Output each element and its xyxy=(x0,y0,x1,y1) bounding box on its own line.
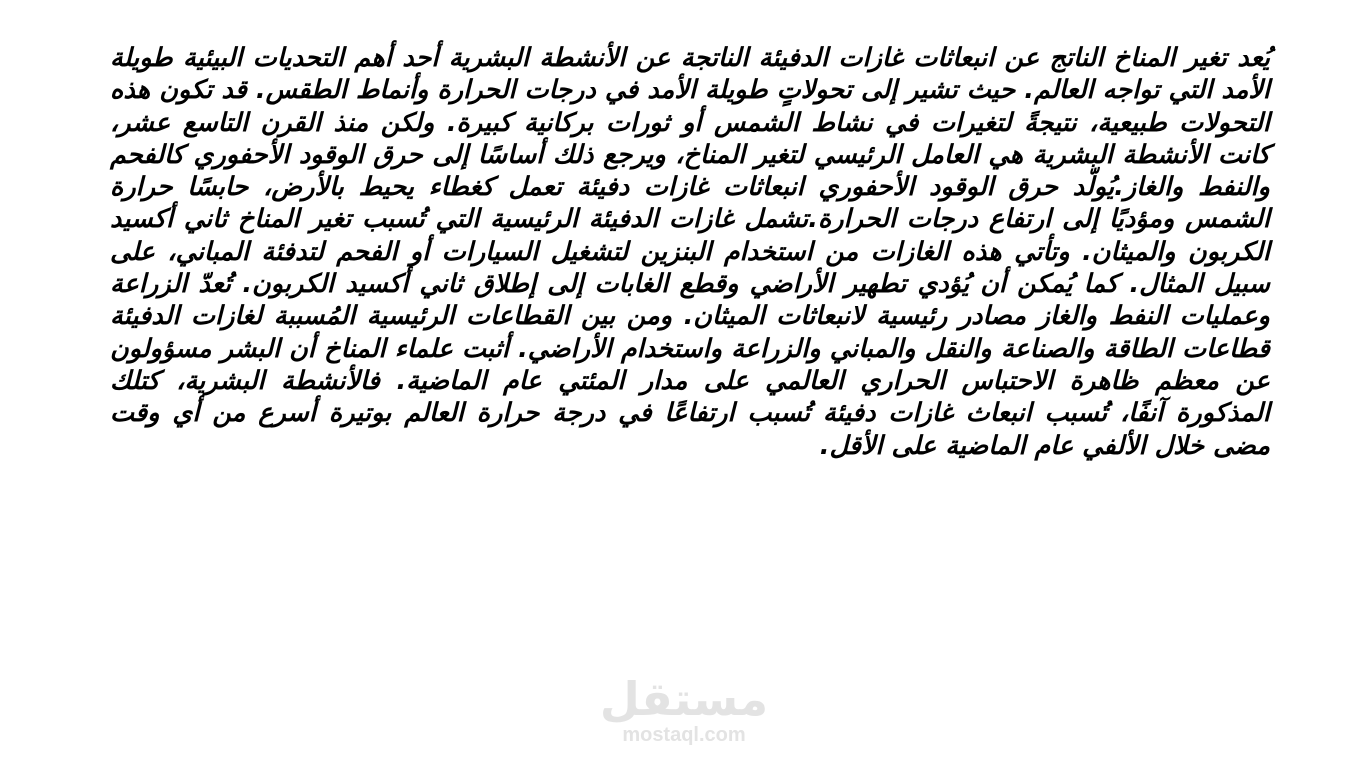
mostaql-watermark xyxy=(598,672,770,746)
watermark-url: mostaql.com xyxy=(622,724,746,746)
body-paragraph: يُعد تغير المناخ الناتج عن انبعاثات غازات الدفيئة الناتجة عن الأنشطة البشرية أحد أهم التحديات البيئية طويلة الأمد التي تواجه العالم. حيث تشير إلى تحولاتٍ طويلة الأمد في درجات الحرارة وأنماط الطقس. قد تكون هذه التحولات طبيعية، نتيجةً لتغيرات في نشاط الشمس أو ثورات بركانية كبيرة. ولكن منذ القرن التاسع عشر، كانت الأنشطة البشرية هي العامل الرئيسي لتغير المناخ، ويرجع ذلك أساسًا إلى حرق الوقود الأحفوري كالفحم والنفط والغاز.يُولّد حرق الوقود الأحفوري انبعاثات غازات دفيئة تعمل كغطاء يحيط بالأرض، حابسًا حرارة الشمس ومؤديًا إلى ارتفاع درجات الحرارة.تشمل غازات الدفيئة الرئيسية التي تُسبب تغير المناخ ثاني أكسيد الكربون والميثان. وتأتي هذه الغازات من استخدام البنزين لتشغيل السيارات أو الفحم لتدفئة المباني، على سبيل المثال. كما يُمكن أن يُؤدي تطهير الأراضي وقطع الغابات إلى إطلاق ثاني أكسيد الكربون. تُعدّ الزراعة وعمليات النفط والغاز مصادر رئيسية لانبعاثات الميثان. ومن بين القطاعات الرئيسية المُسببة لغازات الدفيئة قطاعات الطاقة والصناعة والنقل والمباني والزراعة واستخدام الأراضي. أثبت علماء المناخ أن البشر مسؤولون عن معظم ظاهرة الاحتباس الحراري العالمي على مدار المئتي عام الماضية. فالأنشطة البشرية، كتلك المذكورة آنفًا، تُسبب انبعاث غازات دفيئة تُسبب ارتفاعًا في درجة حرارة العالم بوتيرة أسرع من أي وقت مضى خلال الألفي عام الماضية على الأقل. xyxy=(110,43,1270,461)
watermark-logo: مستقل xyxy=(599,672,769,726)
